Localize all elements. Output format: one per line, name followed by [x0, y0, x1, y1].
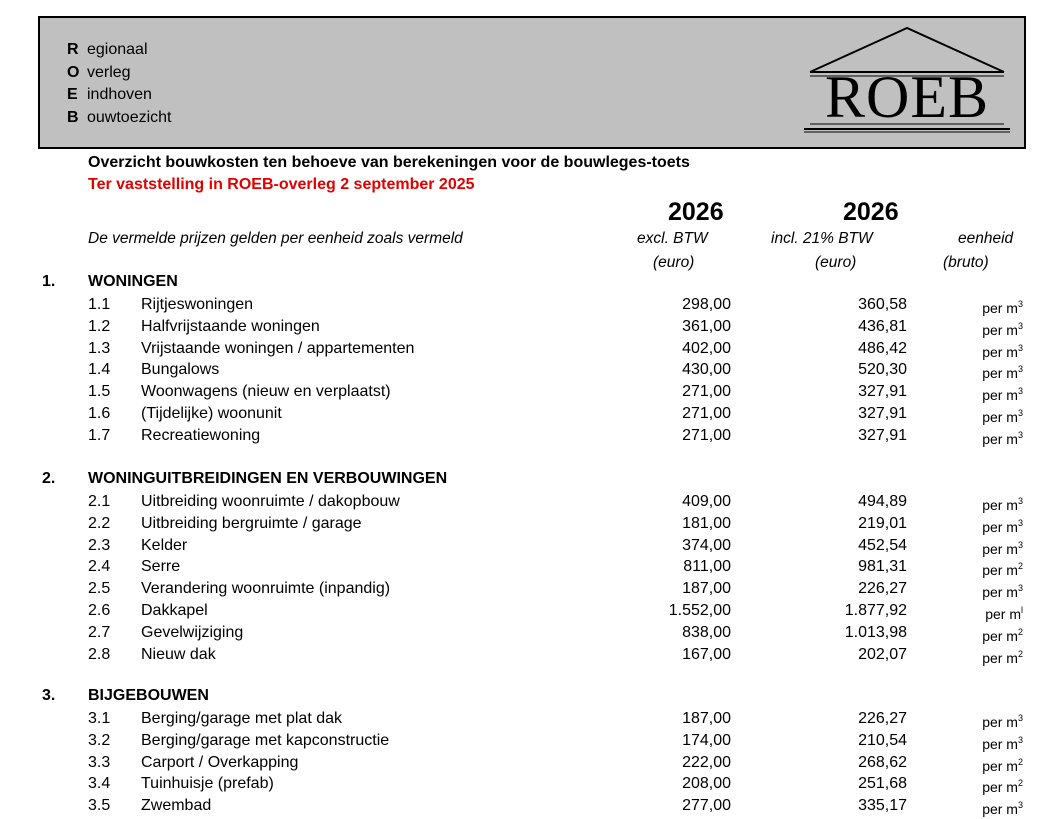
table-row	[0, 361, 1063, 383]
unit-exponent: 3	[1017, 299, 1023, 309]
year-incl: 2026	[843, 198, 899, 226]
unit-label: per $m^3$	[982, 364, 1023, 382]
item-code: 2.4	[88, 558, 111, 576]
item-description: Recreatiewoning	[141, 426, 261, 444]
item-description: Berging/garage met plat dak	[141, 710, 343, 727]
price-incl-btw: 251,68	[858, 775, 907, 793]
price-excl-btw: 298,00	[682, 296, 731, 313]
unit-label: per $m^3$	[982, 299, 1023, 316]
col-unit-label: eenheid	[958, 230, 1014, 247]
item-description: Verandering woonruimte (inpandig)	[141, 580, 391, 598]
item-description: Nieuw dak	[141, 645, 216, 663]
unit-exponent: 3	[1017, 386, 1023, 397]
table-row	[0, 515, 1063, 537]
price-incl-btw: 210,54	[858, 731, 907, 749]
price-incl-btw: 327,91	[858, 405, 907, 422]
unit-exponent: 3	[1017, 734, 1023, 745]
logo-text: ROEB	[824, 64, 990, 130]
unit-label: per $m^3$	[982, 713, 1023, 730]
item-description: Tuinhuisje (prefab)	[141, 775, 274, 793]
item-code: 1.5	[88, 383, 111, 401]
unit-label: per $m^2$	[982, 648, 1023, 666]
price-incl-btw: 327,91	[858, 426, 907, 444]
unit-label: per $m^3$	[982, 342, 1023, 360]
acronym-line: E indhoven	[67, 86, 152, 103]
unit-label: per $m^3$	[982, 320, 1023, 338]
unit-exponent: l	[1021, 605, 1023, 615]
unit-label: per $m^3$	[982, 539, 1023, 557]
unit-label: per $m^3$	[982, 583, 1023, 601]
unit-exponent: 2	[1017, 756, 1023, 767]
acronym-line: B ouwtoezicht	[67, 108, 172, 126]
price-excl-btw: 187,00	[682, 710, 731, 727]
item-description: Dakkapel	[141, 602, 208, 619]
item-description: Gevelwijziging	[141, 623, 244, 641]
table-row	[0, 710, 1063, 732]
unit-label: per $m^3$	[982, 517, 1023, 535]
table-row	[0, 754, 1063, 776]
unit-label: per $m^3$	[982, 734, 1023, 752]
unit-label: per $m^2$	[982, 756, 1023, 774]
price-excl-btw: 277,00	[682, 797, 731, 815]
unit-exponent: 3	[1017, 713, 1023, 723]
item-description: Kelder	[141, 536, 188, 554]
unit-exponent: 2	[1017, 626, 1023, 637]
item-code: 2.2	[88, 514, 111, 532]
table-row	[0, 427, 1063, 449]
acronym-line: R egionaal	[67, 41, 148, 58]
item-code: 2.3	[88, 536, 111, 554]
unit-label: per $m^2$	[982, 778, 1023, 796]
col-incl-label: incl. 21% BTW	[771, 230, 873, 247]
table-row	[0, 624, 1063, 646]
section-number: 3.	[42, 687, 56, 704]
table-row	[0, 383, 1063, 405]
price-excl-btw: 187,00	[682, 580, 731, 598]
price-excl-btw: 838,00	[682, 623, 731, 641]
section-title: WONINGEN	[88, 273, 178, 290]
price-incl-btw: 1.013,98	[844, 623, 907, 641]
item-code: 1.7	[88, 426, 111, 444]
item-code: 3.5	[88, 797, 111, 815]
section-number: 1.	[42, 273, 56, 290]
item-code: 2.7	[88, 623, 111, 641]
price-incl-btw: 226,27	[858, 710, 907, 727]
unit-exponent: 3	[1017, 539, 1023, 550]
item-code: 3.3	[88, 753, 111, 771]
table-row	[0, 602, 1063, 624]
item-code: 1.3	[88, 339, 111, 357]
item-code: 2.1	[88, 493, 111, 510]
unit-exponent: 3	[1017, 364, 1023, 375]
table-row	[0, 797, 1063, 819]
item-code: 1.4	[88, 361, 111, 379]
price-incl-btw: 335,17	[858, 797, 907, 815]
price-excl-btw: 271,00	[682, 383, 731, 401]
price-excl-btw: 208,00	[682, 775, 731, 793]
table-row	[0, 493, 1063, 515]
item-description: Bungalows	[141, 361, 220, 379]
table-row	[0, 405, 1063, 427]
item-description: Rijtjeswoningen	[141, 296, 254, 313]
price-excl-btw: 402,00	[682, 339, 731, 357]
col-excl-sub: (euro)	[653, 254, 695, 271]
unit-label: per $m^3$	[982, 386, 1023, 404]
section-title: WONINGUITBREIDINGEN EN VERBOUWINGEN	[88, 470, 448, 487]
unit-label: per $m^l$	[985, 605, 1023, 622]
unit-label: per $m^2$	[982, 626, 1023, 644]
price-incl-btw: 520,30	[858, 361, 907, 379]
unit-label: per $m^3$	[982, 800, 1023, 818]
section-number: 2.	[42, 470, 56, 487]
table-row	[0, 537, 1063, 559]
unit-exponent: 2	[1017, 561, 1023, 572]
price-incl-btw: 452,54	[858, 536, 907, 554]
unit-label: per $m^3$	[982, 496, 1023, 513]
price-incl-btw: 202,07	[858, 645, 907, 663]
unit-label: per $m^2$	[982, 561, 1023, 579]
acronym-line: O verleg	[67, 63, 131, 81]
unit-exponent: 2	[1017, 648, 1023, 659]
section-title: BIJGEBOUWEN	[88, 687, 209, 704]
price-excl-btw: 374,00	[682, 536, 731, 554]
unit-exponent: 3	[1017, 408, 1023, 418]
price-excl-btw: 409,00	[682, 493, 731, 510]
table-row	[0, 646, 1063, 668]
price-excl-btw: 271,00	[682, 426, 731, 444]
unit-exponent: 3	[1017, 320, 1023, 331]
price-incl-btw: 494,89	[858, 493, 907, 510]
table-row	[0, 580, 1063, 602]
unit-exponent: 3	[1017, 517, 1023, 528]
document-subtitle: Ter vaststelling in ROEB-overleg 2 september 2025	[88, 176, 475, 193]
item-code: 1.1	[88, 296, 111, 313]
price-incl-btw: 226,27	[858, 580, 907, 598]
item-code: 3.2	[88, 731, 111, 749]
org-acronym	[67, 39, 172, 129]
unit-label: per $m^3$	[982, 408, 1023, 425]
price-incl-btw: 1.877,92	[844, 602, 907, 619]
table-row	[0, 558, 1063, 580]
item-description: (Tijdelijke) woonunit	[141, 405, 282, 422]
price-excl-btw: 1.552,00	[668, 602, 731, 619]
unit-label: per $m^3$	[982, 429, 1023, 447]
price-excl-btw: 430,00	[682, 361, 731, 379]
table-row	[0, 732, 1063, 754]
table-row	[0, 318, 1063, 340]
unit-exponent: 3	[1017, 800, 1023, 811]
item-code: 1.2	[88, 317, 111, 335]
item-description: Serre	[141, 558, 181, 576]
item-description: Berging/garage met kapconstructie	[141, 731, 390, 749]
price-excl-btw: 174,00	[682, 731, 731, 749]
table-row	[0, 296, 1063, 318]
price-incl-btw: 981,31	[858, 558, 907, 576]
price-incl-btw: 436,81	[858, 317, 907, 335]
price-incl-btw: 486,42	[858, 339, 907, 357]
item-description: Woonwagens (nieuw en verplaatst)	[141, 383, 391, 401]
unit-exponent: 3	[1017, 429, 1023, 440]
price-excl-btw: 271,00	[682, 405, 731, 422]
item-description: Uitbreiding bergruimte / garage	[141, 514, 362, 532]
price-excl-btw: 181,00	[682, 514, 731, 532]
item-description: Uitbreiding woonruimte / dakopbouw	[141, 493, 400, 510]
item-code: 3.1	[88, 710, 111, 727]
price-excl-btw: 361,00	[682, 317, 731, 335]
document-title: Overzicht bouwkosten ten behoeve van berekeningen voor de bouwleges-toets	[88, 154, 690, 171]
unit-exponent: 3	[1017, 342, 1023, 353]
unit-exponent: 3	[1017, 583, 1023, 594]
item-code: 2.5	[88, 580, 111, 598]
price-excl-btw: 222,00	[682, 753, 731, 771]
item-code: 1.6	[88, 405, 111, 422]
item-description: Zwembad	[141, 797, 212, 815]
price-incl-btw: 268,62	[858, 753, 907, 771]
item-description: Vrijstaande woningen / appartementen	[141, 339, 415, 357]
unit-exponent: 3	[1017, 496, 1023, 506]
price-incl-btw: 360,58	[858, 296, 907, 313]
col-excl-label: excl. BTW	[637, 230, 708, 247]
table-row	[0, 340, 1063, 362]
table-row	[0, 775, 1063, 797]
letterhead	[38, 16, 1026, 149]
col-unit-sub: (bruto)	[943, 254, 989, 271]
item-description: Halfvrijstaande woningen	[141, 317, 320, 335]
item-description: Carport / Overkapping	[141, 753, 299, 771]
item-code: 2.6	[88, 602, 111, 619]
price-incl-btw: 327,91	[858, 383, 907, 401]
item-code: 2.8	[88, 645, 111, 663]
item-code: 3.4	[88, 775, 111, 793]
price-incl-btw: 219,01	[858, 514, 907, 532]
year-excl: 2026	[668, 198, 724, 226]
price-note: De vermelde prijzen gelden per eenheid zoals vermeld	[88, 230, 463, 247]
unit-exponent: 2	[1017, 778, 1023, 789]
col-incl-sub: (euro)	[815, 254, 857, 271]
price-excl-btw: 167,00	[682, 645, 731, 663]
document-intro	[88, 152, 690, 196]
price-excl-btw: 811,00	[683, 558, 731, 576]
roeb-logo	[802, 22, 1012, 138]
